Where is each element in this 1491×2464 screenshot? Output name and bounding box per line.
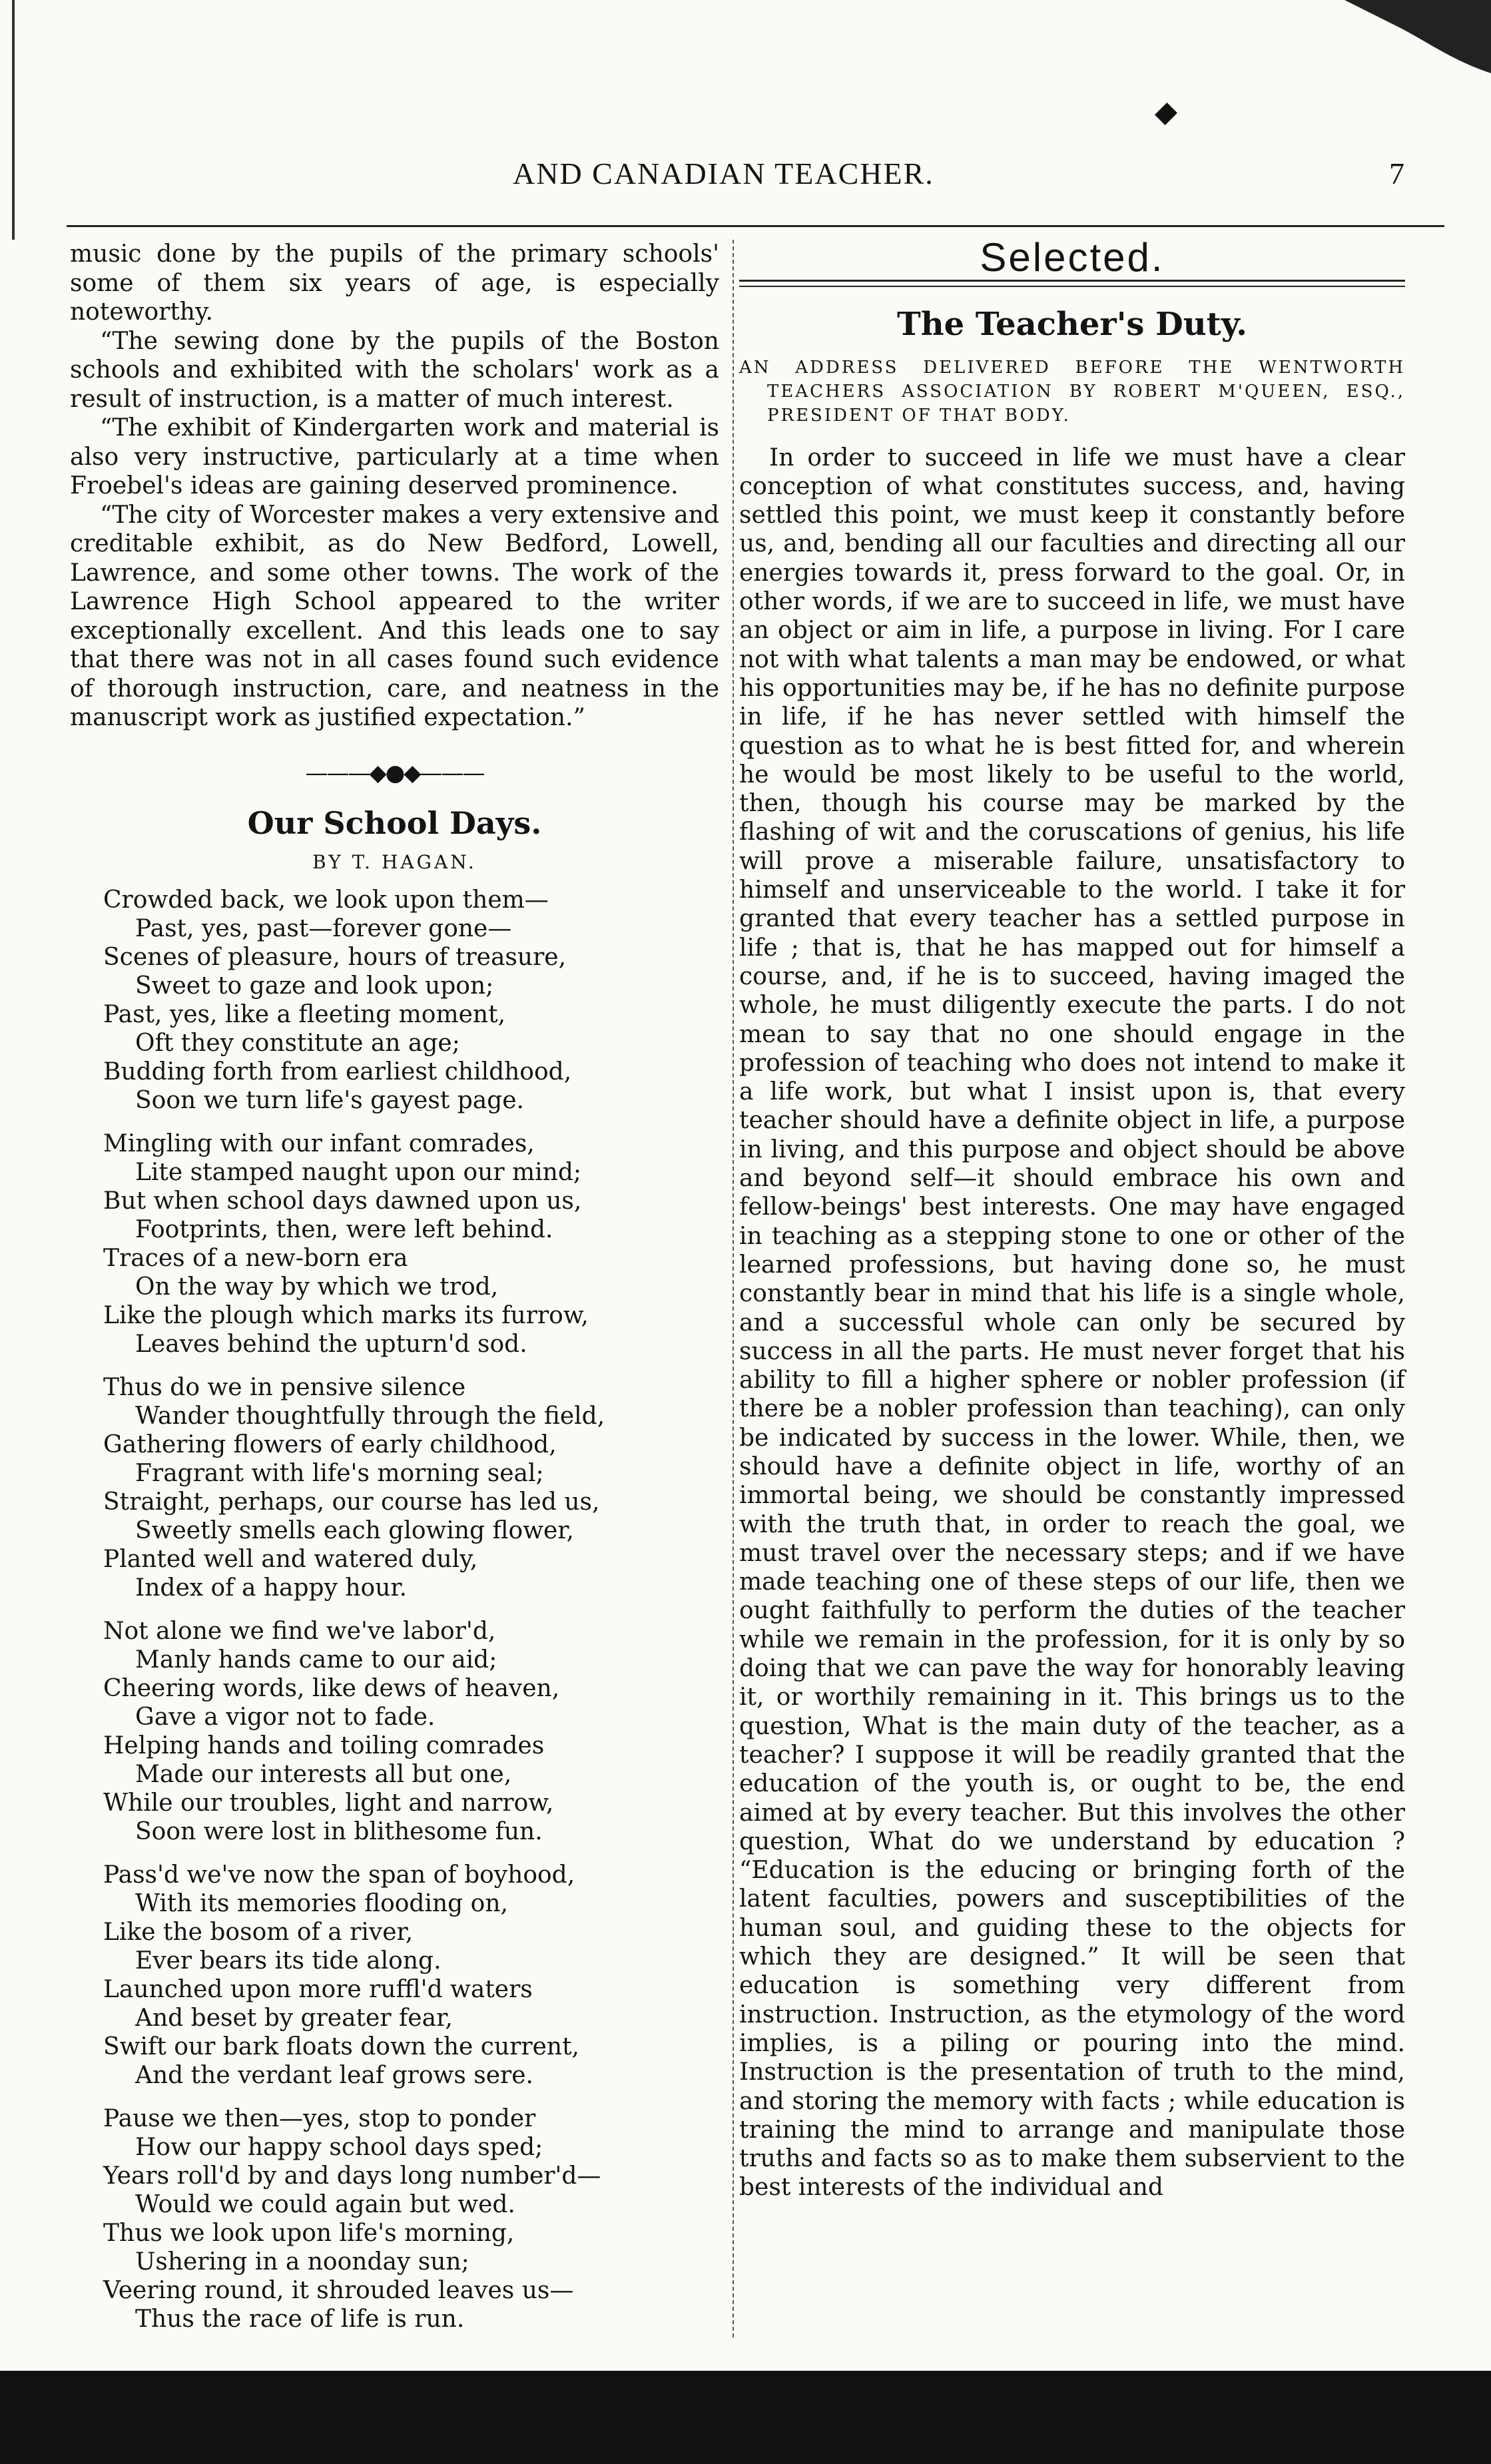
poem-line: Thus we look upon life's morning, <box>103 2220 515 2247</box>
poem-line: How our happy school days sped; <box>135 2134 543 2161</box>
poem-line: Pass'd we've now the span of boyhood, <box>103 1861 575 1889</box>
poem-line: Manly hands came to our aid; <box>135 1646 497 1674</box>
poem-line: Like the bosom of a river, <box>103 1919 414 1946</box>
poem-line: Gave a vigor not to fade. <box>135 1703 436 1731</box>
article-title: The Teacher's Duty. <box>897 306 1247 344</box>
poem-line: Traces of a new-born era <box>103 1245 408 1272</box>
poem-line: Veering round, it shrouded leaves us— <box>103 2277 574 2304</box>
poem-line: Past, yes, past—forever gone— <box>135 915 512 942</box>
article-body: In order to succeed in life we must have a clear conception of what constitutes success, and, having settled this point, we must keep it constantly before us, and, bending all our faculties and directing all our energies towards it, press forward to the goal. Or, in other words, if we are to succeed in life, we must have an object or aim in life, a purpose in living. For I care not with what talents a man may be endowed, or what his opportunities may be, if he has no definite purpose in life, if he has never settled with himself the question as to what he is best fitted for, and wherein he would be most likely to be useful to the world, then, though his course may be marked by the flashing of wit and the coruscations of genius, his life will prove a miserable failure, unsatisfactory to himself and unserviceable to the world. I take it for granted that every teacher has a settled purpose in life ; that is, that he has mapped out for himself a course, and, if he is to succeed, having imaged the whole, he must diligently execute the parts. I do not mean to say that no one should engage in the profession of teaching who does not intend to make it a life work, but what I insist upon is, that every teacher should have a definite object in life, a purpose in living, and this purpose and object should be above and beyond self—it should embrace his own and fellow-beings' best interests. One may have engaged in teaching as a stepping stone to one or other of the learned professions, but having done so, he must constantly bear in mind that his life is a single whole, and a successful whole can only be secured by success in all the parts. He must never forget that his ability to fill a higher sphere or nobler profession (if there be a nobler profession than teaching), can only be indicated by success in the lower. While, then, we should have a definite object in life, worthy of an immortal being, we should be constantly impressed with the truth that, in order to reach the goal, we must travel over the necessary steps; and if we have made teaching one of these steps of our life, then we ought faithfully to perform the duties of the teacher while we remain in the profession, for it is only by so doing that we can pave the way for honorably leaving it, or worthily remaining in it. This brings us to the question, What is the main duty of the teacher, as a teacher? I suppose it will be readily granted that the education of the youth is, or ought to be, the end aimed at by every teacher. But this involves the other question, What do we understand by education ? “Education is the educing or bringing forth of the latent faculties, powers and susceptibilities of the human soul, and guiding these to the objects for which they are designed.” It will be seen that education is something very different from instruction. Instruction, as the etymology of the word implies, is a piling or pouring into the mind. Instruction is the presentation of truth to the mind, and storing the memory with facts ; while education is training the mind to arrange and manipulate those truths and facts so as to make them subservient to the best interests of the individual and <box>739 444 1405 2202</box>
quote-paragraph: “The exhibit of Kindergarten work and material is also very instructive, particularly at a time when Froebel's ideas are gaining deserved prominence. <box>70 414 719 499</box>
section-rule <box>739 280 1405 287</box>
poem-line: And beset by greater fear, <box>135 2004 453 2032</box>
poem-line: Footprints, then, were left behind. <box>135 1216 553 1243</box>
poem-line: Soon we turn life's gayest page. <box>135 1087 524 1114</box>
poem-line: Thus do we in pensive silence <box>103 1374 466 1401</box>
article-subheading: AN ADDRESS DELIVERED BEFORE THE WENTWORTH TEACHERS ASSOCIATION BY ROBERT M'QUEEN, ESQ., PRESIDENT OF THAT BODY. <box>739 357 1405 426</box>
page-header <box>0 148 1491 201</box>
section-heading: Selected. <box>980 235 1165 280</box>
section-ornament: ———◆●◆——— <box>305 759 484 786</box>
poem-line: Pause we then—yes, stop to ponder <box>103 2105 536 2132</box>
poem-stanza <box>103 1373 719 1602</box>
running-head: AND CANADIAN TEACHER. <box>513 156 934 190</box>
poem-stanza <box>103 886 719 1115</box>
poem-line: Wander thoughtfully through the field, <box>135 1402 605 1430</box>
column-divider <box>733 240 734 2337</box>
poem-line: Cheering words, like dews of heaven, <box>103 1675 560 1702</box>
poem-line: Crowded back, we look upon them— <box>103 886 549 914</box>
poem-line: But when school days dawned upon us, <box>103 1187 582 1215</box>
quote-paragraph: “The city of Worcester makes a very extensive and creditable exhibit, as do New Bedford, Lowell, Lawrence, and some other towns. The work of the Lawrence High School appeared to the writer exceptionally excellent. And this leads one to say that there was not in all cases found such evidence of thorough instruction, care, and neatness in the manuscript work as justified expectation.” <box>70 501 719 731</box>
poem-line: Sweet to gaze and look upon; <box>135 972 494 1000</box>
header-rule <box>67 225 1444 227</box>
poem-line: Swift our bark floats down the current, <box>103 2033 579 2060</box>
poem-title: Our School Days. <box>247 805 542 841</box>
poem-line: Mingling with our infant comrades, <box>103 1130 535 1157</box>
torn-corner-smudge <box>1318 0 1491 80</box>
poem-line: Planted well and watered duly, <box>103 1546 478 1573</box>
page-number: 7 <box>1389 156 1404 190</box>
left-margin-smudge <box>12 0 15 240</box>
poem-line: On the way by which we trod, <box>135 1273 499 1301</box>
poem-line: Soon were lost in blithesome fun. <box>135 1818 543 1845</box>
poem-line: Sweetly smells each glowing flower, <box>135 1517 575 1544</box>
poem-body <box>70 886 719 2333</box>
ink-blot <box>1155 103 1177 125</box>
poem-line: Gathering flowers of early childhood, <box>103 1431 557 1458</box>
poem-line: Not alone we find we've labor'd, <box>103 1618 496 1645</box>
poem-stanza <box>103 2104 719 2333</box>
left-column <box>70 240 719 2348</box>
poem-line: Like the plough which marks its furrow, <box>103 1302 589 1329</box>
poem-line: Scenes of pleasure, hours of treasure, <box>103 944 567 971</box>
poem-byline: BY T. HAGAN. <box>312 850 477 873</box>
poem-line: Years roll'd by and days long number'd— <box>103 2162 601 2190</box>
poem-line: Lite stamped naught upon our mind; <box>135 1159 582 1186</box>
poem-line: Leaves behind the upturn'd sod. <box>135 1331 527 1358</box>
right-column <box>739 235 1405 2202</box>
poem-stanza <box>103 1861 719 2090</box>
poem-line: And the verdant leaf grows sere. <box>135 2062 533 2089</box>
poem-line: Straight, perhaps, our course has led us, <box>103 1488 600 1516</box>
poem-line: Thus the race of life is run. <box>135 2306 465 2333</box>
poem-line: Budding forth from earliest childhood, <box>103 1058 572 1085</box>
quote-paragraph: “The sewing done by the pupils of the Boston schools and exhibited with the scholars' work as a result of instruction, is a matter of much interest. <box>70 327 719 413</box>
poem-line: Helping hands and toiling comrades <box>103 1732 545 1759</box>
poem-line: Ever bears its tide along. <box>135 1947 442 1975</box>
poem-line: With its memories flooding on, <box>135 1890 508 1917</box>
poem-stanza <box>103 1129 719 1359</box>
poem-line: Index of a happy hour. <box>135 1574 408 1602</box>
poem-line: While our troubles, light and narrow, <box>103 1789 554 1817</box>
poem-line: Launched upon more ruffl'd waters <box>103 1976 533 2003</box>
scan-edge-band <box>0 2371 1491 2464</box>
poem-line: Past, yes, like a fleeting moment, <box>103 1001 506 1028</box>
poem-line: Would we could again but wed. <box>135 2191 515 2218</box>
poem-line: Made our interests all but one, <box>135 1761 512 1788</box>
poem-stanza <box>103 1617 719 1846</box>
poem-line: Fragrant with life's morning seal; <box>135 1460 544 1487</box>
poem-line: Ushering in a noonday sun; <box>135 2248 469 2276</box>
continued-paragraph: music done by the pupils of the primary schools' some of them six years of age, is especially noteworthy. <box>70 240 719 326</box>
poem-line: Oft they constitute an age; <box>135 1030 460 1057</box>
